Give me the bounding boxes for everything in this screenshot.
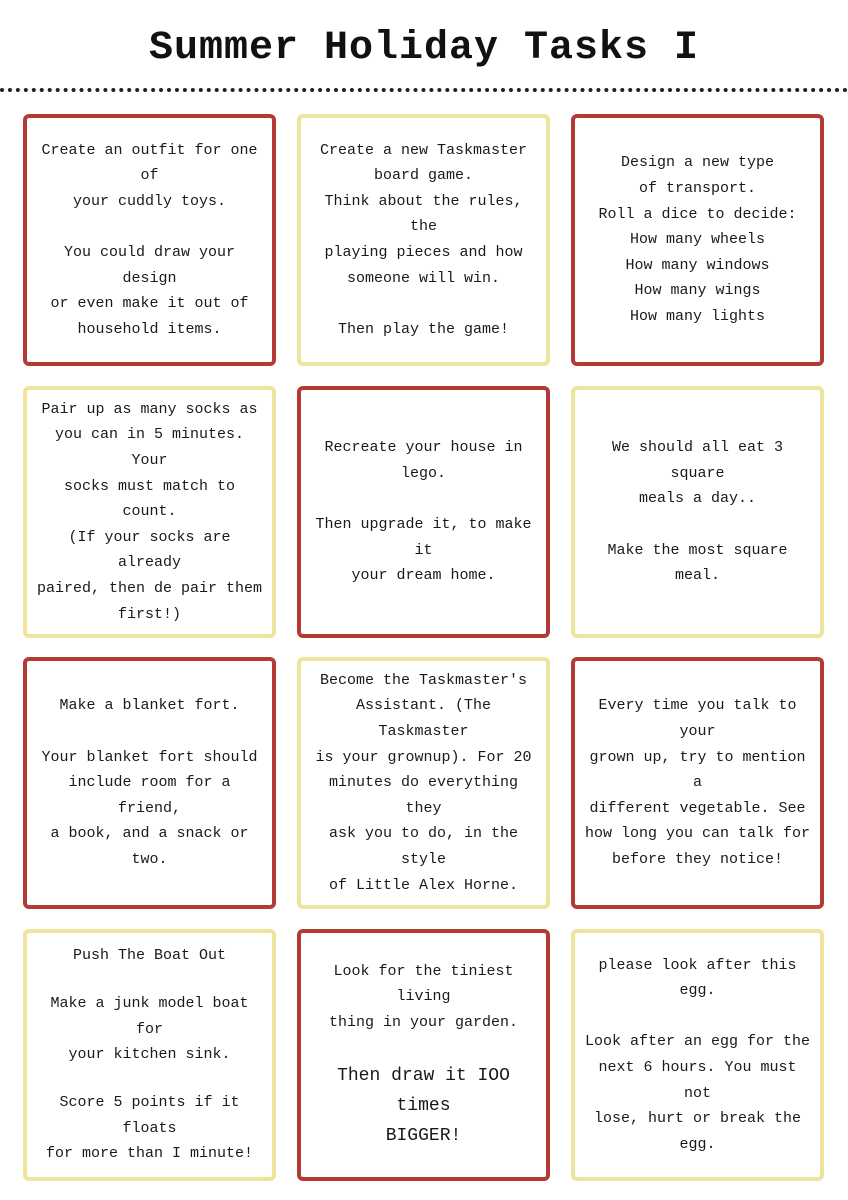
- task-text: Make the most square meal.: [607, 541, 788, 585]
- task-card-vegetable: [571, 657, 824, 909]
- task-text: Look after an egg for the next 6 hours. You must not lose, hurt or break the egg.: [584, 1033, 811, 1153]
- task-text: Become the Taskmaster's Assistant. (The Taskmaster is your grownup). For 20 minutes do everything they ask you to do, in the style of Little Alex Horne.: [315, 671, 532, 894]
- task-text: Make a blanket fort.: [59, 697, 240, 715]
- task-card-boat: [23, 929, 276, 1181]
- task-card-square-meal: [571, 386, 824, 638]
- task-text: Every time you talk to your grown up, try to mention a different vegetable. See how long you can talk for before they notice!: [584, 697, 811, 868]
- task-card-blanket-fort: [23, 657, 276, 909]
- task-card-outfit: [23, 114, 276, 366]
- task-text-big: Then draw it IOO times BIGGER!: [337, 1066, 510, 1147]
- task-text: Then upgrade it, to make it your dream home.: [315, 516, 532, 585]
- page-title: Summer Holiday Tasks I: [148, 26, 700, 71]
- task-text: Score 5 points if it floats for more than I minute!: [45, 1094, 254, 1163]
- task-text: Look for the tiniest living thing in your garden.: [328, 962, 519, 1031]
- task-text: Create a new Taskmaster board game. Think about the rules, the playing pieces and how someone will win.: [319, 141, 528, 287]
- task-card-tiniest-thing: [297, 929, 550, 1181]
- task-text: Recreate your house in lego.: [324, 439, 523, 482]
- task-card-transport: [571, 114, 824, 366]
- task-text: Push The Boat Out: [72, 947, 227, 964]
- task-card-egg: [571, 929, 824, 1181]
- title-divider: [0, 88, 848, 92]
- task-text: Make a junk model boat for your kitchen sink.: [50, 995, 249, 1064]
- task-card-board-game: [297, 114, 550, 366]
- task-text: Then play the game!: [337, 320, 510, 338]
- task-text: Design a new type of transport. Roll a dice to decide: How many wheels How many windows How many wings How many lights: [598, 154, 797, 325]
- task-text: Create an outfit for one of your cuddly toys.: [41, 141, 258, 210]
- task-text: You could draw your design or even make it out of household items.: [50, 244, 249, 338]
- task-text: We should all eat 3 square meals a day..: [611, 439, 784, 508]
- task-text: please look after this egg.: [598, 956, 797, 1000]
- task-card-socks: [23, 386, 276, 638]
- task-card-assistant: [297, 657, 550, 909]
- task-text: Your blanket fort should include room for a friend, a book, and a snack or two.: [41, 748, 258, 868]
- task-text: Pair up as many socks as you can in 5 minutes. Your socks must match to count.: [41, 400, 258, 521]
- task-card-lego-house: [297, 386, 550, 638]
- task-text: (If your socks are already paired, then de pair them first!): [36, 528, 263, 623]
